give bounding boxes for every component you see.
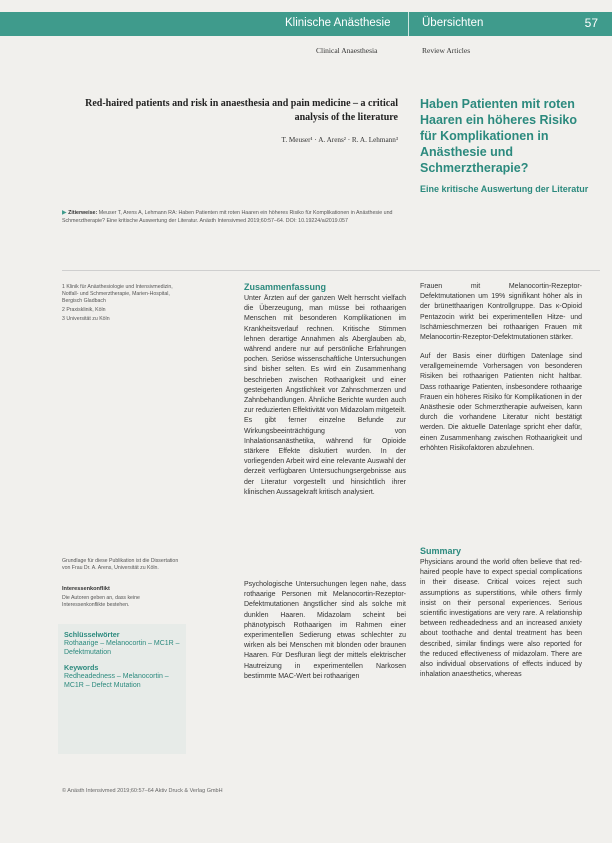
keywords-de-heading: Schlüsselwörter — [64, 630, 120, 639]
affiliations — [62, 284, 182, 325]
zusammenfassung-text-3: Frauen mit Melanocortin-Rezeptor-Defektmutationen um 19% signifikant höher als in der brünetthaarigen Kontrollgruppe. Das κ-Opioid Pentazocin wirkt bei experimentellen Hitze- und Ischämieschmerzen bei rothaarigen Frauen mit Melanocortin-Rezeptor-Defektmutationen stärker. — [420, 283, 582, 342]
keywords-en-text: Redheadedness – Melanocortin – MC1R – Defect Mutation — [64, 673, 169, 689]
conflict-text: Die Autoren geben an, dass keine Interessenkonflikte bestehen. — [62, 595, 140, 608]
keywords-box — [58, 624, 186, 754]
arrow-right-icon: ▶ — [62, 210, 67, 216]
zusammenfassung-text-2: Psychologische Untersuchungen legen nahe, dass rothaarige Personen mit Melanocortin-Rezeptor-Defektmutationen ängstlicher sind als solche mit dunklen Haaren. Midazolam scheint bei phänotypisch Rothaarigen im Rahmen einer experimentellen Sedierung etwas schlechter zu wirken als bei Menschen mit blonden oder braunen Haaren. Für Desfluran liegt der mittels elektrischer Hautreizung in experimentellen Narkosen bestimmte MAC-Wert bei rothaarigen — [244, 581, 406, 680]
summary-text: Physicians around the world often believe that red-haired people have to expect special complications in their disease. Critical voices reject such assumptions as superstitions, while others firmly insist on their personal experiences. Serious scientific investigations are very rare. A relationship between redheadedness and an increased anxiety about toothache and dental treatment has been described, similar findings were also reported for the reduced effectiveness of midazolam. There are also individual observations of effects induced by inhalation anaesthetics, whereas — [420, 559, 582, 679]
dissertation-note: Grundlage für diese Publikation ist die Dissertation von Frau Dr. A. Arens, Universität zu Köln. — [62, 558, 179, 571]
article-subtitle-de: Eine kritische Auswertung der Literatur — [420, 184, 589, 194]
section-label-de: Klinische Anästhesie — [285, 17, 391, 29]
subheader-left: Clinical Anaesthesia — [316, 46, 378, 55]
divider — [62, 270, 600, 271]
zusammenfassung-text-4: Auf der Basis einer dürftigen Datenlage sind verallgemeinernde Vorhersagen von besonderen Risiken bei rothaarigen Patienten nicht haltbar. Dass rothaarige Patienten, insbesondere rothaarige Frauen ein höheres Risiko für Komplikationen in der Anästhesie oder Schmerztherapie aufweisen, kann durch die vorhandene Literatur nicht bestätigt werden. Die aktuelle Datenlage spricht eher dafür, einen Zusammenhang zwischen Rothaarigkeit und erhöhten Risikofaktoren abzulehnen. — [420, 353, 582, 452]
section-label-type: Übersichten — [422, 17, 484, 29]
article-authors: T. Meuser¹ · A. Arens² · R. A. Lehmann³ — [281, 136, 398, 144]
citation-text: Meuser T, Arens A, Lehmann RA: Haben Patienten mit roten Haaren ein höheres Risiko für Komplikationen in Anästhesie und Schmerztherapie? Eine kritische Auswertung der Literatur. Anästh Intensivmed 2019;60:57–64. DOI: 10.19224/ai2019.057 — [62, 210, 393, 224]
article-title-en: Red-haired patients and risk in anaesthesia and pain medicine – a critical analysis of the literature — [85, 98, 398, 123]
citation-label: Zitierweise: — [68, 210, 98, 216]
zusammenfassung-text: Unter Ärzten auf der ganzen Welt herrscht vielfach die Überzeugung, man müsse bei rothaarigen Menschen mit besonderen Komplikationen im Krankheitsverlauf rechnen. Kritische Stimmen lehnen derartige Annahmen als Aberglauben ab, während andere nur auf persönliche Erfahrungen pochen. Seriöse wissenschaftliche Untersuchungen sind bisher selten. Es wird ein Zusammenhang beschrieben zwischen Rothaarigkeit und einer gesteigerten Ängstlichkeit vor Zahnschmerzen und Zahnbehandlungen. Ähnliche Berichte wurden auch zur reduzierten Effektivität von Midazolam mitgeteilt. Es gibt ferner einzelne Befunde zur Wirkungsbeeinträchtigung von Inhalationsanästhetika, während für Opioide stärkere Effekte diskutiert wurden. In der vorliegenden Arbeit wird eine relevante Auswahl der derzeit verfügbaren Untersuchungsergebnisse aus der Literatur vorgestellt und hinsichtlich ihrer klinischen Aussagekraft kritisch analysiert. — [244, 295, 406, 496]
subheader-right: Review Articles — [422, 46, 471, 55]
page-number: 57 — [584, 16, 598, 30]
affiliation-item: 1 Klinik für Anästhesiologie und Intensivmedizin, Notfall- und Schmerztherapie, Marien-Hospital, Bergisch Gladbach — [62, 284, 173, 304]
header-divider — [408, 12, 409, 36]
affiliation-item: 2 Praxisklinik, Köln — [62, 307, 106, 313]
keywords-de-text: Rothaarige – Melanocortin – MC1R – Defektmutation — [64, 640, 180, 656]
conflict-heading: Interessenkonflikt — [62, 586, 110, 592]
keywords-en-heading: Keywords — [64, 663, 99, 672]
footer-copyright: © Anästh Intensivmed 2019;60:57–64 Aktiv Druck & Verlag GmbH — [62, 788, 223, 794]
article-title-de: Haben Patienten mit roten Haaren ein höheres Risiko für Komplikationen in Anästhesie und Schmerztherapie? — [420, 97, 578, 175]
zusammenfassung-heading: Zusammenfassung — [244, 282, 327, 292]
summary-heading: Summary — [420, 546, 462, 556]
citation — [62, 210, 402, 225]
affiliation-item: 3 Universität zu Köln — [62, 316, 110, 322]
header-band — [0, 12, 612, 36]
